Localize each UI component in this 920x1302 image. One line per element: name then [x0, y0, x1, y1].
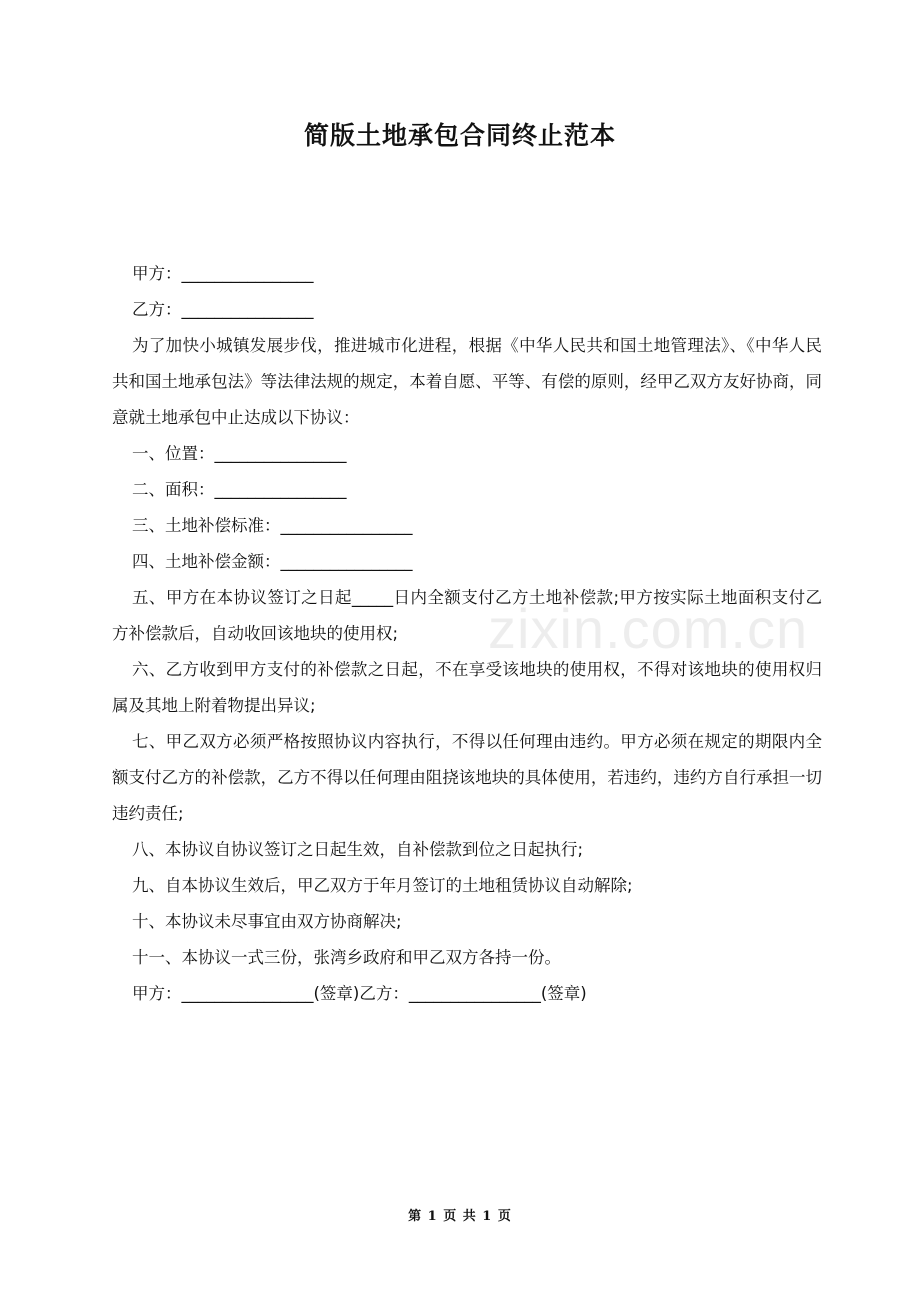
document-title: 简版土地承包合同终止范本: [303, 121, 616, 150]
clause-1-location: 一、位置：________________: [132, 444, 347, 463]
watermark: zixin.com.cn: [488, 597, 809, 660]
clause-11-copies: 十一、本协议一式三份，张湾乡政府和甲乙双方各持一份。: [132, 948, 561, 967]
clause-10-negotiation: 十、本协议未尽事宜由双方协商解决;: [132, 912, 402, 931]
preamble-paragraph: 为了加快小城镇发展步伐，推进城市化进程，根据《中华人民共和国土地管理法》、《中华人民共和国土地承包法》等法律法规的规定，本着自愿、平等、有偿的原则，经甲乙双方友好协商，同意就土地承包中止达成以下协议：: [112, 336, 822, 427]
clause-5-payment: 五、甲方在本协议签订之日起_____日内全额支付乙方土地补偿款;甲方按实际土地面积支付乙方补偿款后，自动收回该地块的使用权;: [112, 588, 822, 643]
party-a-line: 甲方：________________: [132, 264, 314, 283]
clause-3-compensation-standard: 三、土地补偿标准：________________: [132, 516, 413, 535]
clause-2-area: 二、面积：________________: [132, 480, 347, 499]
clause-9-termination: 九、自本协议生效后，甲乙双方于年月签订的土地租赁协议自动解除;: [132, 876, 633, 895]
clause-7-breach: 七、甲乙双方必须严格按照协议内容执行，不得以任何理由违约。甲方必须在规定的期限内全额支付乙方的补偿款，乙方不得以任何理由阻挠该地块的具体使用，若违约，违约方自行承担一切违约责任;: [112, 732, 822, 823]
party-b-line: 乙方：________________: [132, 300, 314, 319]
page-footer: 第 1 页 共 1 页: [408, 1209, 512, 1224]
signature-line: 甲方：________________(签章)乙方：________________(签章): [132, 984, 587, 1003]
document-body: [112, 256, 822, 1012]
clause-6-rights: 六、乙方收到甲方支付的补偿款之日起，不在享受该地块的使用权，不得对该地块的使用权归属及其地上附着物提出异议;: [112, 660, 822, 715]
clause-8-effective: 八、本协议自协议签订之日起生效，自补偿款到位之日起执行;: [132, 840, 584, 859]
clause-4-compensation-amount: 四、土地补偿金额：________________: [132, 552, 413, 571]
